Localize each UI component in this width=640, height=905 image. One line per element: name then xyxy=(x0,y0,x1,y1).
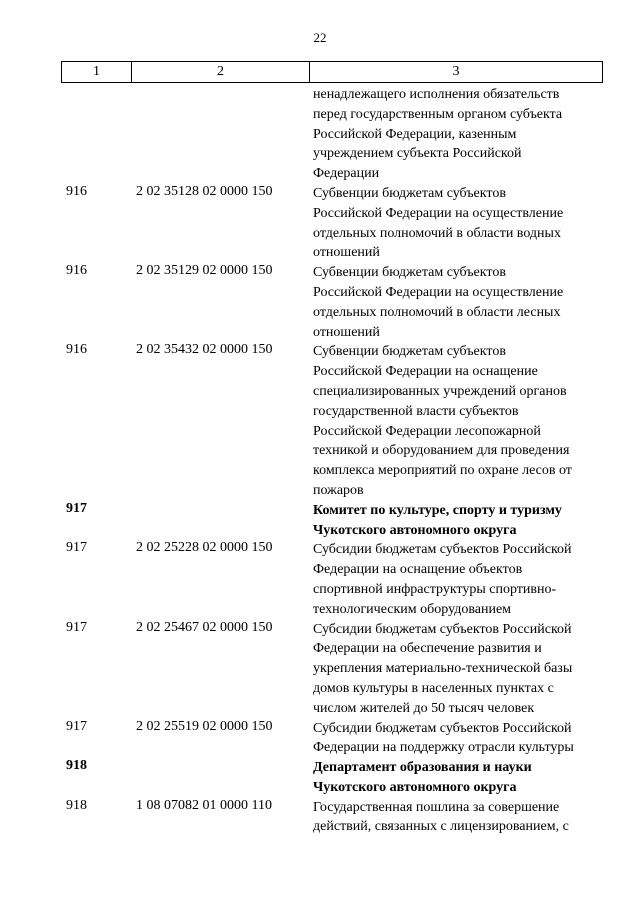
table-row xyxy=(0,798,640,838)
description-line: Субсидии бюджетам субъектов Российской xyxy=(313,542,572,558)
row-classification-code-cell: 2 02 25519 02 0000 150 xyxy=(136,718,273,734)
table-row xyxy=(0,501,640,541)
row-code-cell: 917 xyxy=(66,619,87,635)
description-line: Субвенции бюджетам субъектов xyxy=(313,265,506,281)
description-line: Субвенции бюджетам субъектов xyxy=(313,185,506,201)
description-line: отношений xyxy=(313,245,380,261)
table-row xyxy=(0,758,640,798)
column-header-table xyxy=(61,61,603,83)
description-line: отдельных полномочий в области водных xyxy=(313,225,561,241)
description-line: Российской Федерации на осуществление xyxy=(313,205,564,221)
table-body xyxy=(0,85,640,837)
row-code-cell: 916 xyxy=(66,263,87,279)
row-description-cell xyxy=(313,719,603,759)
description-line: Департамент образования и науки xyxy=(313,760,532,776)
row-classification-code-cell: 2 02 35129 02 0000 150 xyxy=(136,263,273,279)
description-line: учреждением субъекта Российской xyxy=(313,146,522,162)
description-line: домов культуры в населенных пунктах с xyxy=(313,680,554,696)
description-line: Субсидии бюджетам субъектов Российской xyxy=(313,621,572,637)
row-code-cell: 916 xyxy=(66,342,87,358)
table-row xyxy=(0,184,640,263)
row-description-cell xyxy=(313,758,603,798)
description-line: Федерации на оснащение объектов xyxy=(313,562,523,578)
description-line: комплекса мероприятий по охране лесов от xyxy=(313,463,572,479)
description-line: спортивной инфраструктуры спортивно- xyxy=(313,581,557,597)
description-line: Российской Федерации на оснащение xyxy=(313,364,538,380)
row-description-cell xyxy=(313,184,603,263)
row-classification-code-cell: 2 02 35432 02 0000 150 xyxy=(136,342,273,358)
description-line: укрепления материально-технической базы xyxy=(313,661,573,677)
description-line: Субсидии бюджетам субъектов Российской xyxy=(313,720,572,736)
column-header-1: 1 xyxy=(62,62,132,83)
description-line: пожаров xyxy=(313,482,364,498)
description-line: специализированных учреждений органов xyxy=(313,383,567,399)
description-line: Субвенции бюджетам субъектов xyxy=(313,344,506,360)
table-row xyxy=(0,342,640,500)
table-row xyxy=(0,719,640,759)
description-line: Российской Федерации, казенным xyxy=(313,126,517,142)
description-line: Российской Федерации лесопожарной xyxy=(313,423,541,439)
row-description-cell xyxy=(313,342,603,500)
description-line: Чукотского автономного округа xyxy=(313,522,517,538)
description-line: отношений xyxy=(313,324,380,340)
row-code-cell: 917 xyxy=(66,540,87,556)
row-description-cell xyxy=(313,263,603,342)
description-line: Федерации на обеспечение развития и xyxy=(313,641,542,657)
description-line: Чукотского автономного округа xyxy=(313,779,517,795)
table-row xyxy=(0,540,640,619)
row-description-cell xyxy=(313,798,603,838)
row-classification-code-cell: 2 02 35128 02 0000 150 xyxy=(136,183,273,199)
row-description-cell xyxy=(313,540,603,619)
table-row xyxy=(0,263,640,342)
row-code-cell: 917 xyxy=(66,718,87,734)
row-description-cell xyxy=(313,501,603,541)
row-description-cell xyxy=(313,85,603,184)
table-row xyxy=(0,85,640,184)
description-line: числом жителей до 50 тысяч человек xyxy=(313,700,535,716)
row-description-cell xyxy=(313,620,603,719)
description-line: действий, связанных с лицензированием, с xyxy=(313,819,569,835)
description-line: Комитет по культуре, спорту и туризму xyxy=(313,502,562,518)
description-line: технологическим оборудованием xyxy=(313,601,512,617)
table-row xyxy=(0,620,640,719)
description-line: Государственная пошлина за совершение xyxy=(313,799,560,815)
column-header-3: 3 xyxy=(310,62,603,83)
description-line: перед государственным органом субъекта xyxy=(313,106,563,122)
description-line: ненадлежащего исполнения обязательств xyxy=(313,87,560,102)
description-line: государственной власти субъектов xyxy=(313,403,519,419)
row-code-cell: 917 xyxy=(66,500,87,516)
row-code-cell: 918 xyxy=(66,797,87,813)
row-classification-code-cell: 2 02 25467 02 0000 150 xyxy=(136,619,273,635)
column-header-2: 2 xyxy=(132,62,310,83)
row-classification-code-cell: 2 02 25228 02 0000 150 xyxy=(136,540,273,556)
description-line: Федерации на поддержку отрасли культуры xyxy=(313,740,574,756)
row-code-cell: 916 xyxy=(66,183,87,199)
page-number: 22 xyxy=(313,30,327,45)
description-line: Российской Федерации на осуществление xyxy=(313,284,564,300)
description-line: техникой и оборудованием для проведения xyxy=(313,443,570,459)
description-line: Федерации xyxy=(313,166,380,182)
description-line: отдельных полномочий в области лесных xyxy=(313,304,561,320)
row-code-cell: 918 xyxy=(66,758,87,774)
row-classification-code-cell: 1 08 07082 01 0000 110 xyxy=(136,797,272,813)
